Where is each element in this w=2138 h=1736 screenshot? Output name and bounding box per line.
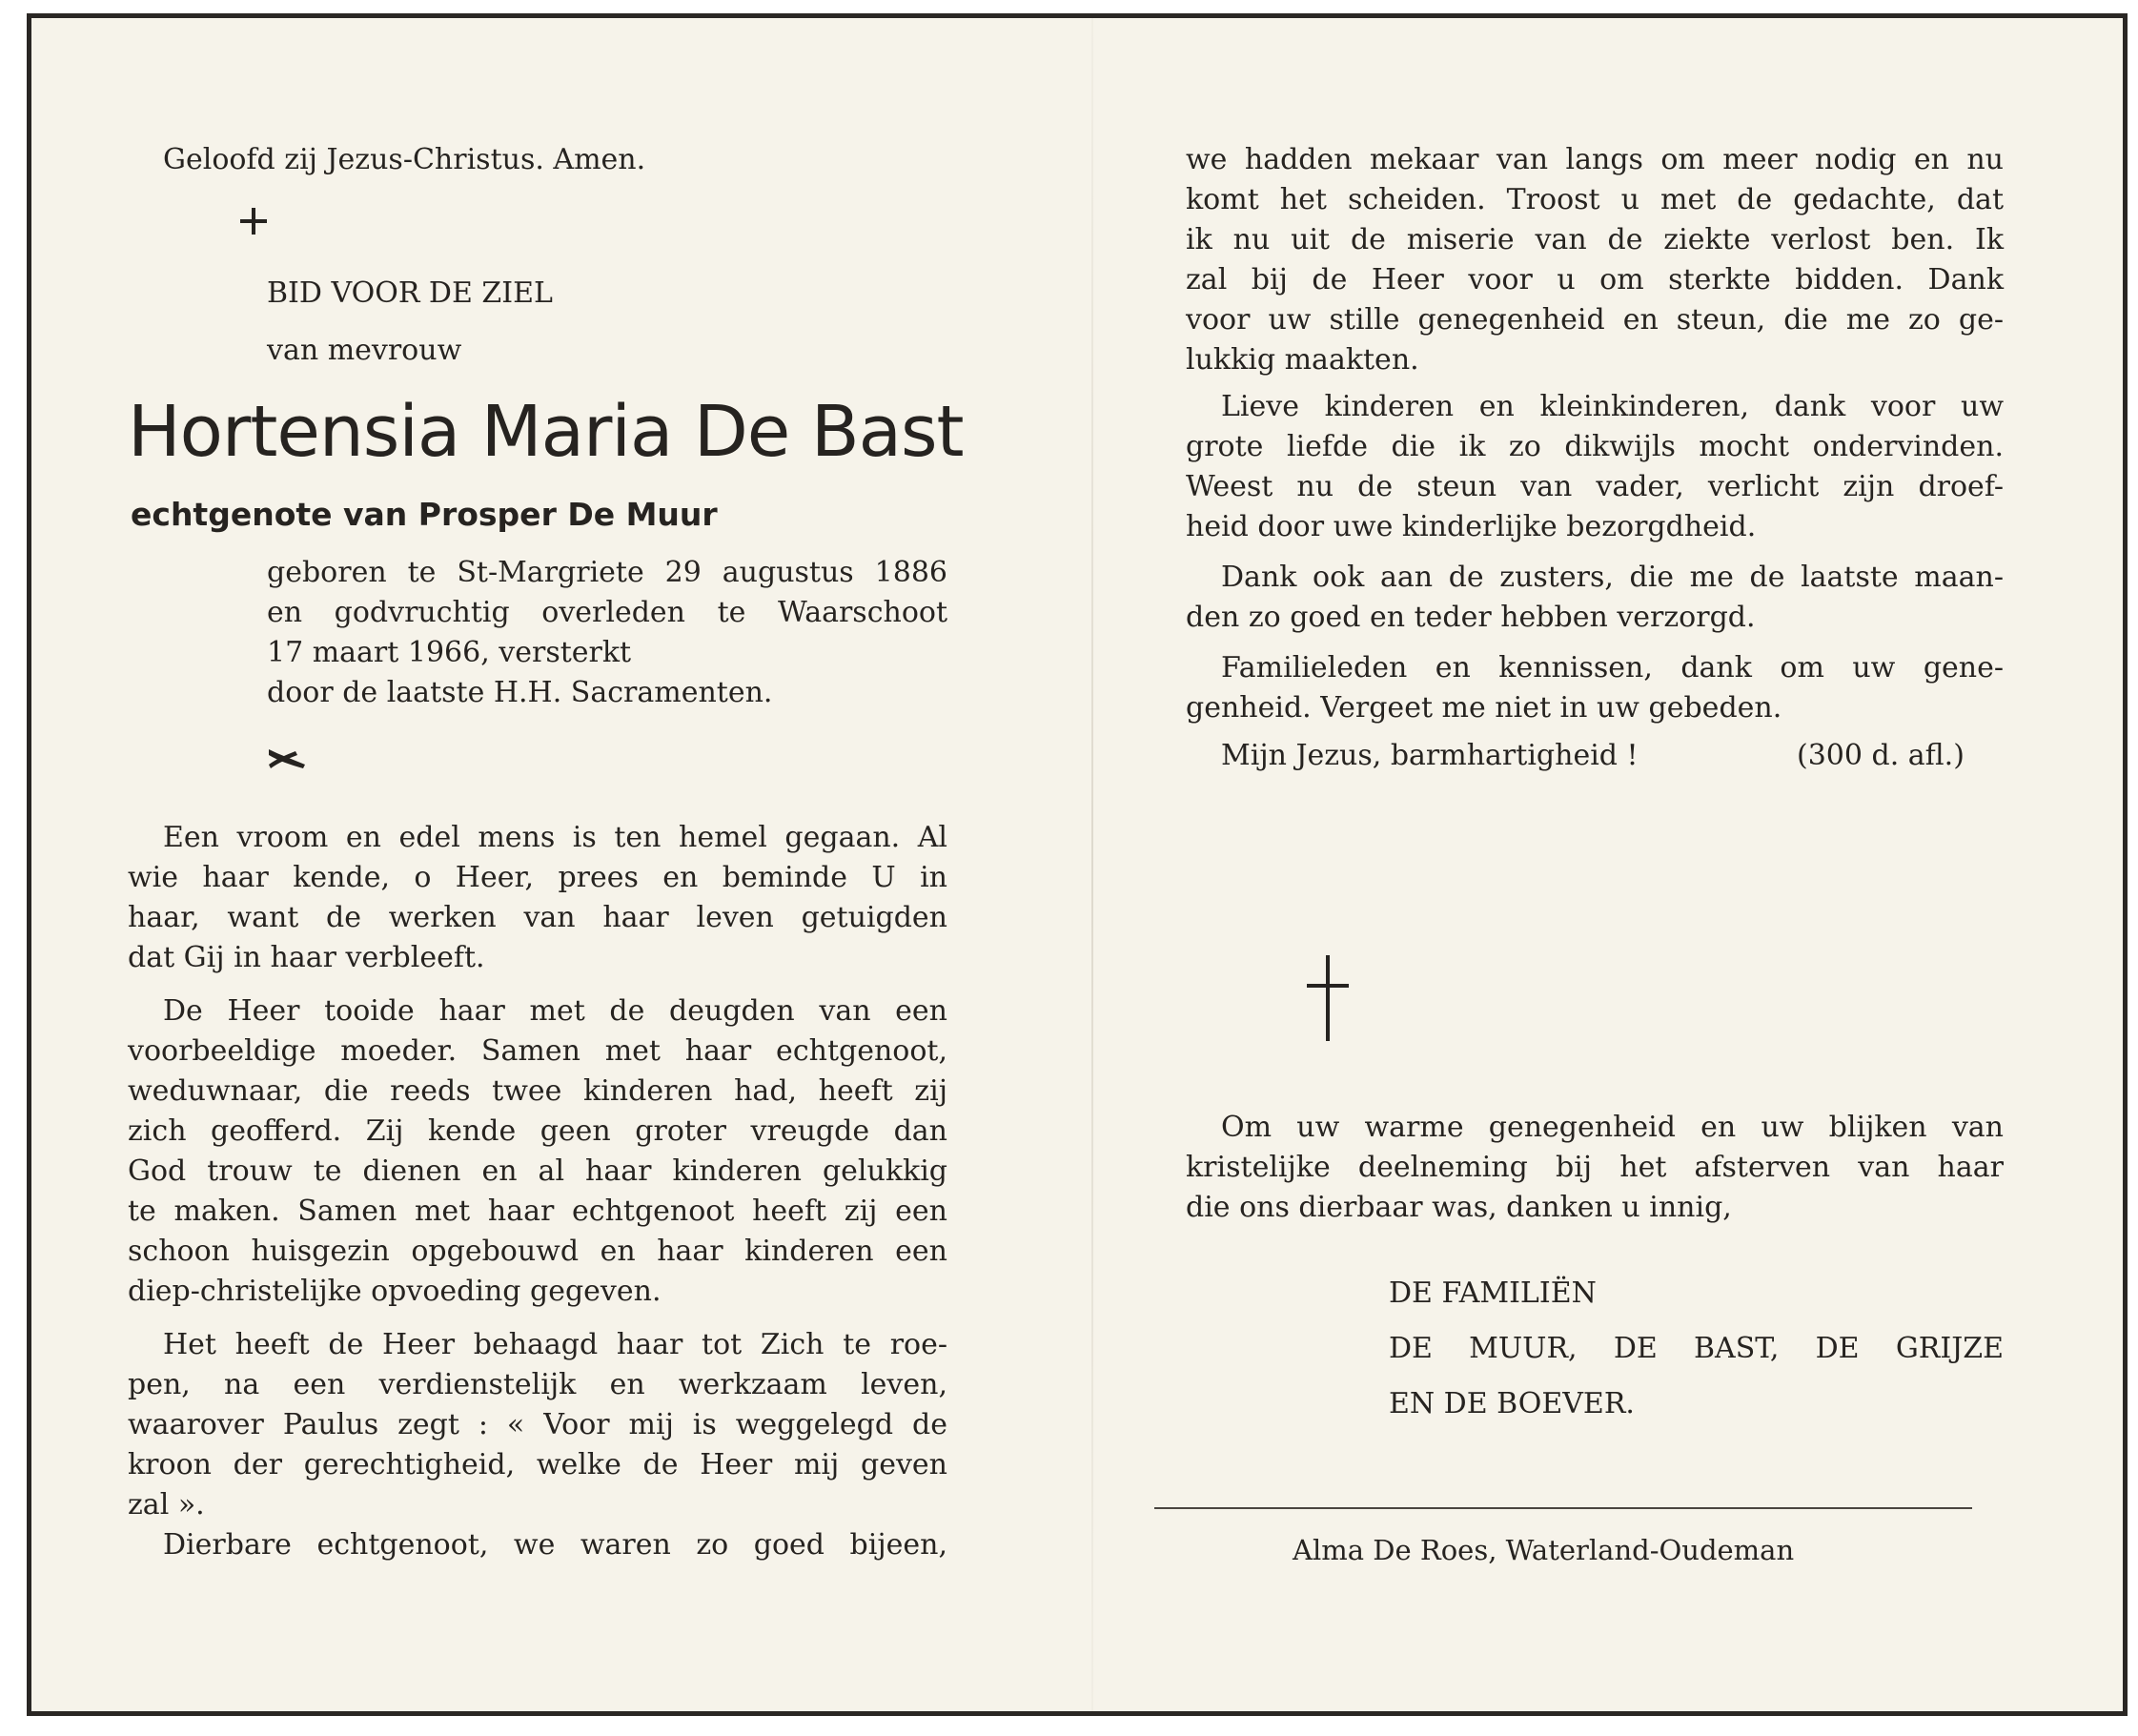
text-line: De Heer tooide haar met de deugden van een — [163, 994, 947, 1028]
fold-line — [1091, 18, 1093, 1711]
text-line: diep-christelijke opvoeding gegeven. — [128, 1275, 662, 1308]
text-line: Om uw warme genegenheid en uw blijken van — [1221, 1111, 2004, 1144]
text-line: Lieve kinderen en kleinkinderen, dank voor uw — [1221, 390, 2004, 423]
text-line: kristelijke deelneming bij het afsterven van haar — [1186, 1151, 2004, 1184]
text-line: ik nu uit de miserie van de ziekte verlost ben. Ik — [1186, 223, 2004, 256]
plus-cross-icon — [240, 208, 267, 235]
deceased-name: Hortensia Maria De Bast — [128, 391, 964, 473]
life-line: 17 maart 1966, versterkt — [267, 636, 632, 669]
indulgence-note: (300 d. afl.) — [1797, 739, 1965, 772]
text-line: wie haar kende, o Heer, prees en beminde U in — [128, 861, 947, 894]
text-line: God trouw te dienen en al haar kinderen gelukkig — [128, 1154, 947, 1188]
families-line: DE FAMILIËN — [1389, 1276, 1597, 1310]
text-line: schoon huisgezin opgebouwd en haar kinderen een — [128, 1235, 947, 1268]
text-line: Een vroom en edel mens is ten hemel gegaan. Al — [163, 821, 947, 854]
families-line: EN DE BOEVER. — [1389, 1387, 1635, 1420]
ornament-icon — [267, 744, 307, 772]
text-line: haar, want de werken van haar leven getuigden — [128, 901, 947, 934]
life-line: en godvruchtig overleden te Waarschoot — [267, 596, 947, 629]
text-line: voorbeeldige moeder. Samen met haar echtgenoot, — [128, 1034, 947, 1068]
text-line: grote liefde die ik zo dikwijls mocht ondervinden. — [1186, 430, 2004, 463]
life-line: geboren te St-Margriete 29 augustus 1886 — [267, 556, 947, 589]
printer-credit: Alma De Roes, Waterland-Oudeman — [1293, 1534, 1795, 1566]
text-line: weduwnaar, die reeds twee kinderen had, heeft zij — [128, 1074, 947, 1108]
text-line: heid door uwe kinderlijke bezorgdheid. — [1186, 510, 1757, 543]
printer-divider — [1154, 1507, 1972, 1509]
name-prefix: van mevrouw — [267, 334, 462, 367]
text-line: zal bij de Heer voor u om sterkte bidden. Dank — [1186, 263, 2004, 296]
spouse-line: echtgenote van Prosper De Muur — [131, 496, 718, 533]
text-line: Familieleden en kennissen, dank om uw gene- — [1221, 651, 2004, 684]
text-line: die ons dierbaar was, danken u innig, — [1186, 1191, 1732, 1224]
opening-line: Geloofd zij Jezus-Christus. Amen. — [163, 143, 646, 176]
text-line: Dierbare echtgenoot, we waren zo goed bijeen, — [163, 1528, 947, 1562]
prayer-heading: BID VOOR DE ZIEL — [267, 276, 553, 310]
text-line: genheid. Vergeet me niet in uw gebeden. — [1186, 691, 1782, 725]
life-line: door de laatste H.H. Sacramenten. — [267, 676, 773, 709]
text-line: kroon der gerechtigheid, welke de Heer mij geven — [128, 1448, 947, 1481]
text-line: Weest nu de steun van vader, verlicht zijn droef- — [1186, 470, 2004, 503]
text-line: dat Gij in haar verbleeft. — [128, 941, 485, 974]
text-line: Dank ook aan de zusters, die me de laatste maan- — [1221, 561, 2004, 594]
families-line: DE MUUR, DE BAST, DE GRIJZE — [1389, 1332, 2004, 1365]
closing-prayer: Mijn Jezus, barmhartigheid ! — [1221, 739, 1639, 772]
text-line: we hadden mekaar van langs om meer nodig en nu — [1186, 143, 2004, 176]
text-line: waarover Paulus zegt : « Voor mij is weggelegd de — [128, 1408, 947, 1441]
text-line: lukkig maakten. — [1186, 343, 1419, 377]
text-line: komt het scheiden. Troost u met de gedachte, dat — [1186, 183, 2004, 216]
text-line: den zo goed en teder hebben verzorgd. — [1186, 601, 1756, 634]
text-line: Het heeft de Heer behaagd haar tot Zich te roe- — [163, 1328, 947, 1361]
text-line: zal ». — [128, 1488, 205, 1522]
text-line: zich geofferd. Zij kende geen groter vreugde dan — [128, 1114, 947, 1148]
text-line: voor uw stille genegenheid en steun, die me zo ge- — [1186, 303, 2004, 337]
latin-cross-icon — [1307, 955, 1349, 1041]
text-line: te maken. Samen met haar echtgenoot heeft zij een — [128, 1195, 947, 1228]
text-line: pen, na een verdienstelijk en werkzaam leven, — [128, 1368, 947, 1401]
